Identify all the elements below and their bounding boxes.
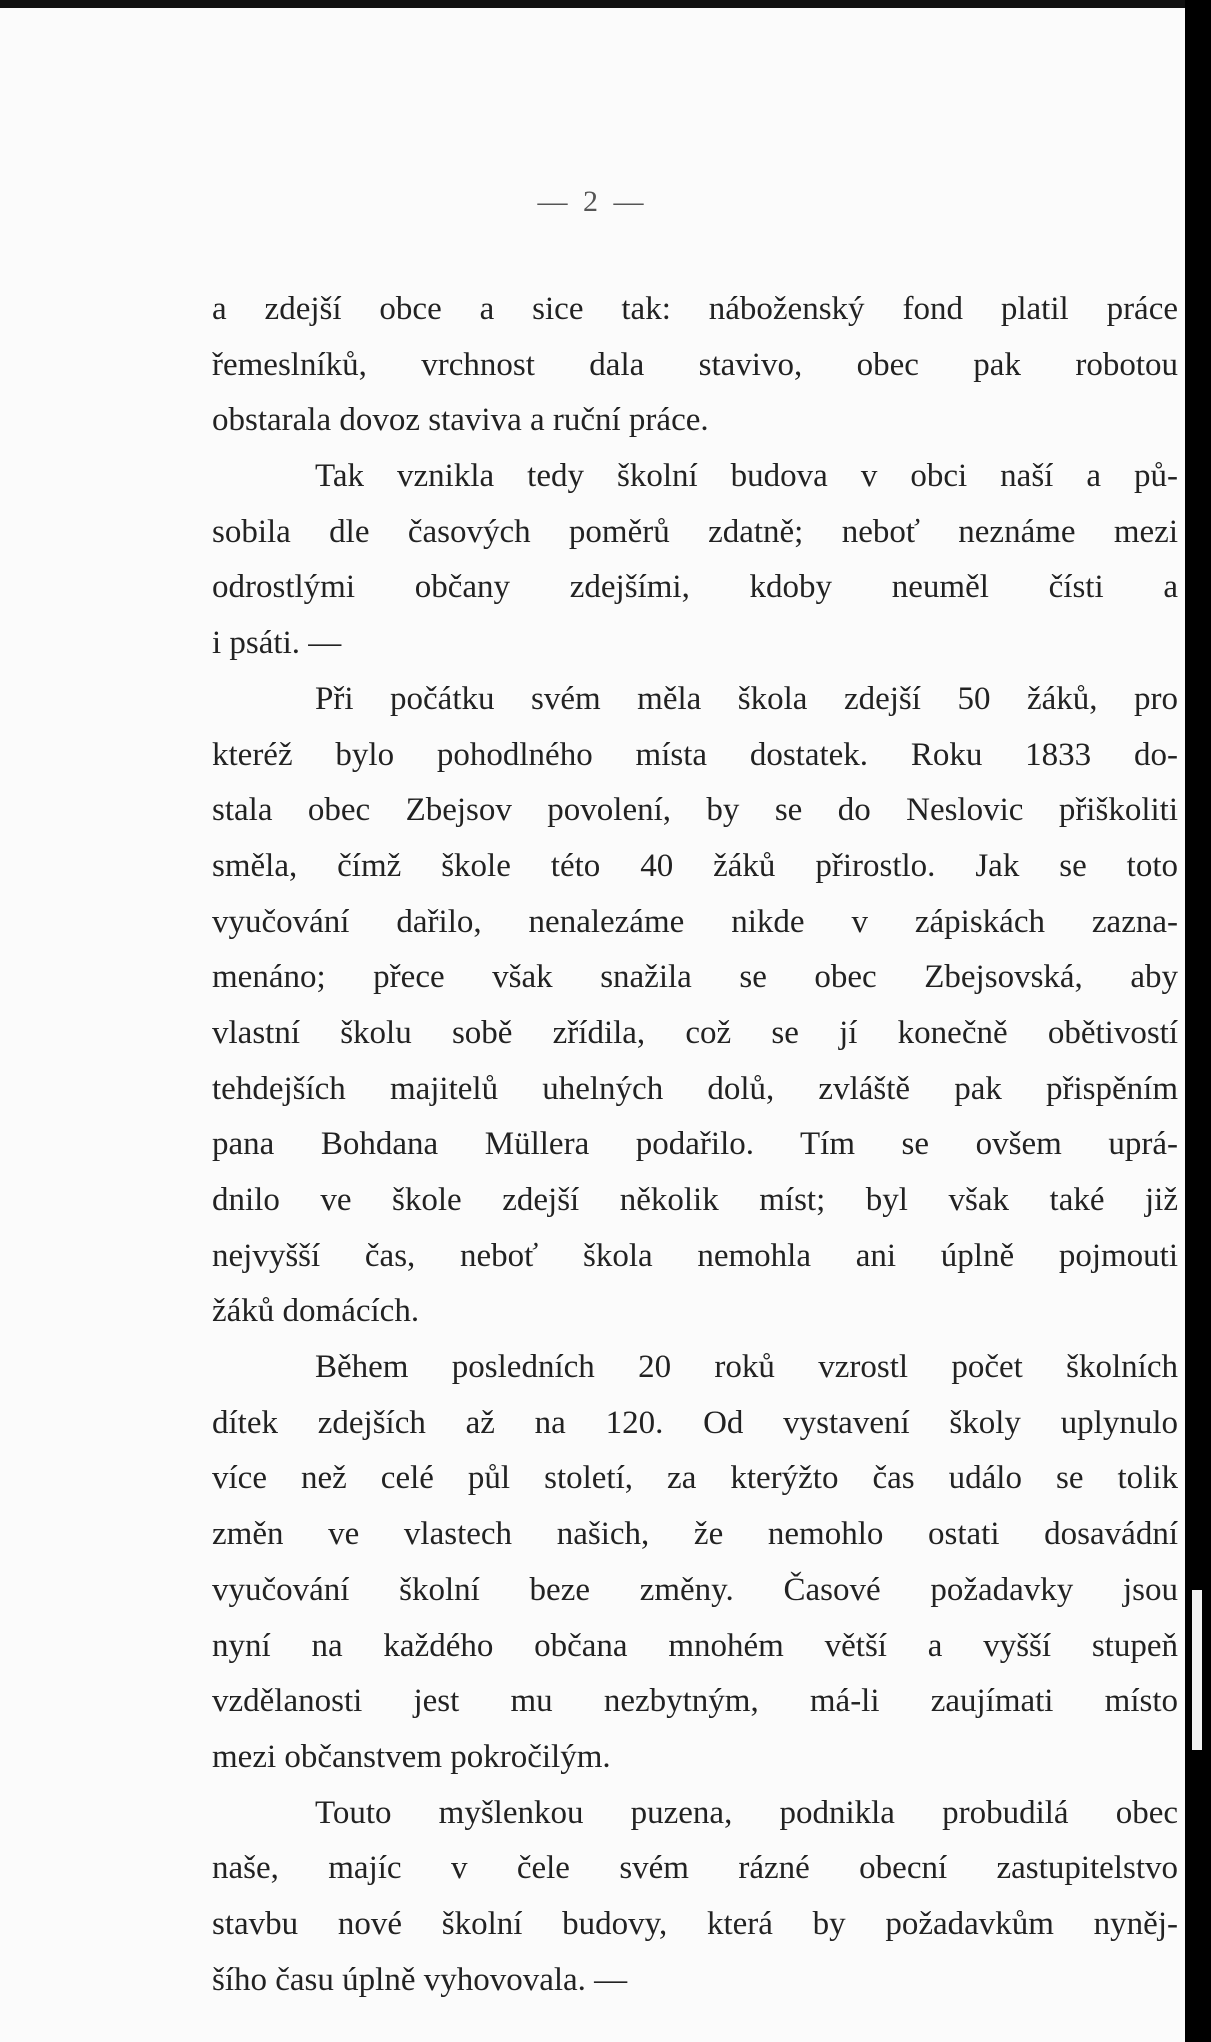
paragraph-3	[212, 672, 1178, 1340]
text-line: vzdělanosti jest mu nezbytným, má-li zaujímati místo	[212, 1683, 1178, 1720]
paragraph-4	[212, 1340, 1178, 1786]
text-line: vyučování dařilo, nenalezáme nikde v zápiskách zazna-	[212, 903, 1178, 940]
text-line: pana Bohdana Müllera podařilo. Tím se ovšem uprá-	[212, 1126, 1178, 1163]
text-line: Při počátku svém měla škola zdejší 50 žáků, pro	[315, 680, 1178, 717]
text-line: a zdejší obce a sice tak: náboženský fond platil práce	[212, 291, 1178, 327]
text-line: odrostlými občany zdejšími, kdoby neuměl čísti a	[212, 569, 1178, 606]
text-line: tehdejších majitelů uhelných dolů, zvláště pak přispěním	[212, 1070, 1178, 1107]
text-line: stala obec Zbejsov povolení, by se do Neslovic přiškoliti	[212, 792, 1178, 829]
text-line: nyní na každého občana mnohém větší a vyšší stupeň	[212, 1627, 1178, 1664]
text-line: vyučování školní beze změny. Časové požadavky jsou	[212, 1571, 1178, 1608]
paragraph-1	[212, 282, 1178, 449]
top-edge-rule	[0, 0, 1200, 8]
text-line: Tak vznikla tedy školní budova v obci naší a pů-	[315, 458, 1178, 495]
text-line: i psáti. —	[212, 625, 342, 662]
text-line: Během posledních 20 roků vzrostl počet školních	[315, 1349, 1178, 1386]
text-line: sobila dle časových poměrů zdatně; neboť neznáme mezi	[212, 513, 1178, 550]
text-line: stavbu nové školní budovy, která by požadavkům nyněj-	[212, 1905, 1178, 1942]
text-line: dnilo ve škole zdejší několik míst; byl však také již	[212, 1182, 1178, 1218]
text-line: směla, čímž škole této 40 žáků přirostlo. Jak se toto	[212, 847, 1178, 884]
text-line: Touto myšlenkou puzena, podnikla probudilá obec	[315, 1794, 1178, 1831]
text-line: kteréž bylo pohodlného místa dostatek. Roku 1833 do-	[212, 736, 1178, 773]
text-line: změn ve vlastech našich, že nemohlo ostati dosavádní	[212, 1516, 1178, 1553]
text-line: více než celé půl století, za kterýžto čas událo se tolik	[212, 1460, 1178, 1497]
text-line: nejvyšší čas, neboť škola nemohla ani úplně pojmouti	[212, 1237, 1178, 1274]
text-line: šího času úplně vyhovovala. —	[212, 1961, 628, 1998]
body-text	[212, 282, 1178, 2008]
text-line: menáno; přece však snažila se obec Zbejsovská, aby	[212, 959, 1178, 996]
text-line: mezi občanstvem pokročilým.	[212, 1738, 611, 1775]
text-line: naše, majíc v čele svém rázné obecní zastupitelstvo	[212, 1850, 1178, 1887]
paragraph-2	[212, 449, 1178, 672]
paragraph-5	[212, 1786, 1178, 2009]
text-line: obstarala dovoz staviva a ruční práce.	[212, 402, 709, 439]
scan-edge-notch	[1192, 1590, 1202, 1750]
text-line: řemeslníků, vrchnost dala stavivo, obec pak robotou	[212, 346, 1178, 383]
text-line: žáků domácích.	[212, 1293, 420, 1330]
text-line: dítek zdejších až na 120. Od vystavení školy uplynulo	[212, 1404, 1178, 1441]
page-number: — 2 —	[537, 185, 648, 218]
text-line: vlastní školu sobě zřídila, což se jí konečně obětivostí	[212, 1014, 1178, 1051]
